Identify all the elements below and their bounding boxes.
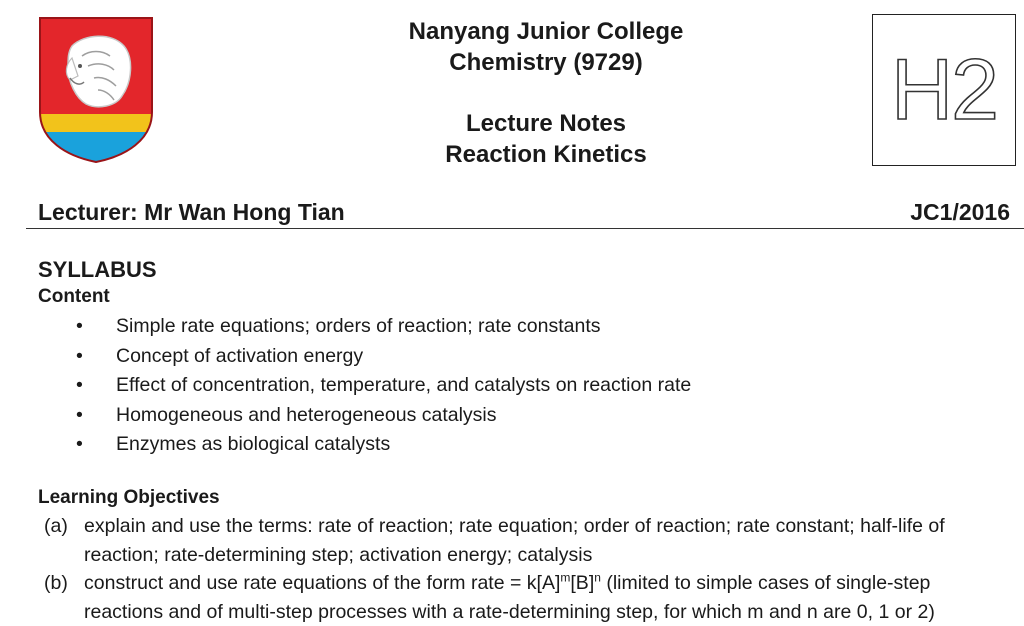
bullet-icon: • [76,401,83,431]
exponent-n: n [594,571,601,585]
bullet-icon: • [76,430,83,460]
objective-text-line: construct and use rate equations of the form rate = $k[A]^m[B]^n$ (limited to simple cases of single-step [84,569,1024,598]
bullet-icon: • [76,312,83,342]
objective-marker: (a) [44,512,68,541]
objective-text-line: reaction; rate-determining step; activation energy; catalysis [84,541,1024,570]
list-item: • Simple rate equations; orders of reaction; rate constants [76,312,691,342]
learning-objectives-heading: Learning Objectives [38,487,220,509]
document-type: Lecture Notes [330,108,762,139]
learning-objectives-list [44,512,1024,626]
topic-title: Reaction Kinetics [330,139,762,170]
objective-marker: (b) [44,569,68,598]
subject-name: Chemistry (9729) [330,47,762,78]
level-badge [872,14,1016,166]
list-item: • Enzymes as biological catalysts [76,430,691,460]
exponent-m: m [560,571,570,585]
objective-item-b [44,569,1024,626]
list-item: • Effect of concentration, temperature, and catalysts on reaction rate [76,371,691,401]
objective-text-line: reactions and of multi-step processes with a rate-determining step, for which m and n are 0, 1 or 2) [84,598,1024,626]
list-item: • Homogeneous and heterogeneous catalysis [76,401,691,431]
cohort-label: JC1/2016 [910,199,1010,226]
bullet-icon: • [76,342,83,372]
bullet-icon: • [76,371,83,401]
lecturer-line: Lecturer: Mr Wan Hong Tian [38,199,345,226]
college-crest-icon [38,16,154,164]
header-divider [26,228,1024,229]
content-heading: Content [38,286,110,308]
list-item: • Concept of activation energy [76,342,691,372]
syllabus-heading: SYLLABUS [38,257,157,283]
document-title-block [330,16,762,170]
college-name: Nanyang Junior College [330,16,762,47]
objective-text-line: explain and use the terms: rate of reaction; rate equation; order of reaction; rate constant; half-life of [84,512,1024,541]
level-badge-text: H2 [891,41,997,140]
content-list [76,312,691,460]
objective-item-a [44,512,1024,569]
